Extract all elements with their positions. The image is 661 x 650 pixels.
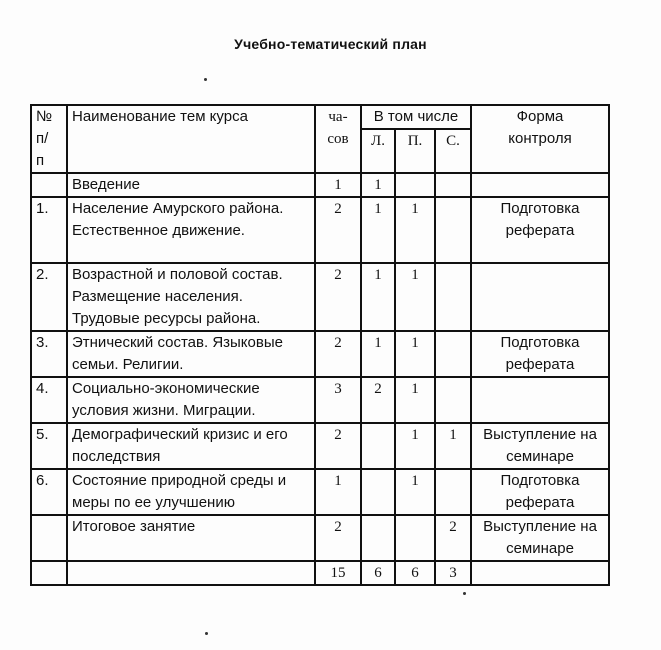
row-seminars: 2	[435, 515, 471, 561]
row-name: Социально-экономические условия жизни. Миграции.	[67, 377, 315, 423]
totals-practice: 6	[395, 561, 435, 585]
row-name: Этнический состав. Языковые семьи. Религии.	[67, 331, 315, 377]
row-practice: 1	[395, 469, 435, 515]
row-lectures: 1	[361, 197, 395, 263]
row-practice: 1	[395, 377, 435, 423]
row-hours: 1	[315, 469, 361, 515]
row-lectures	[361, 423, 395, 469]
row-num	[31, 515, 67, 561]
row-seminars	[435, 173, 471, 197]
totals-name	[67, 561, 315, 585]
row-seminars	[435, 331, 471, 377]
row-num: 2.	[31, 263, 67, 331]
totals-lectures: 6	[361, 561, 395, 585]
row-lectures	[361, 515, 395, 561]
header-num: № п/ п	[31, 105, 67, 173]
row-practice: 1	[395, 263, 435, 331]
table-row	[31, 331, 609, 377]
row-seminars	[435, 469, 471, 515]
row-hours: 2	[315, 515, 361, 561]
totals-num	[31, 561, 67, 585]
row-control: Подготовка реферата	[471, 469, 609, 515]
totals-hours: 15	[315, 561, 361, 585]
header-control: Форма контроля	[471, 105, 609, 173]
row-hours: 2	[315, 263, 361, 331]
row-hours: 1	[315, 173, 361, 197]
row-lectures: 1	[361, 331, 395, 377]
totals-seminars: 3	[435, 561, 471, 585]
row-name: Население Амурского района. Естественное движение.	[67, 197, 315, 263]
document-title: Учебно-тематический план	[234, 36, 427, 52]
speck-mark	[205, 632, 208, 635]
row-hours: 2	[315, 331, 361, 377]
row-control: Подготовка реферата	[471, 197, 609, 263]
row-seminars: 1	[435, 423, 471, 469]
row-practice	[395, 173, 435, 197]
speck-mark	[463, 592, 466, 595]
table-row	[31, 515, 609, 561]
header-name: Наименование тем курса	[67, 105, 315, 173]
row-num: 1.	[31, 197, 67, 263]
row-name: Итоговое занятие	[67, 515, 315, 561]
header-including: В том числе	[361, 105, 471, 129]
totals-row	[31, 561, 609, 585]
row-seminars	[435, 197, 471, 263]
row-lectures: 1	[361, 173, 395, 197]
table-row	[31, 263, 609, 331]
table-row	[31, 469, 609, 515]
row-num	[31, 173, 67, 197]
table-row	[31, 423, 609, 469]
row-name: Введение	[67, 173, 315, 197]
row-name: Демографический кризис и его последствия	[67, 423, 315, 469]
row-control: Подготовка реферата	[471, 331, 609, 377]
row-practice: 1	[395, 331, 435, 377]
totals-control	[471, 561, 609, 585]
row-num: 5.	[31, 423, 67, 469]
row-control: Выступление на семинаре	[471, 515, 609, 561]
row-control: Выступление на семинаре	[471, 423, 609, 469]
row-lectures: 2	[361, 377, 395, 423]
row-lectures	[361, 469, 395, 515]
row-lectures: 1	[361, 263, 395, 331]
table-row	[31, 197, 609, 263]
header-lectures: Л.	[361, 129, 395, 173]
row-num: 4.	[31, 377, 67, 423]
row-practice: 1	[395, 197, 435, 263]
row-hours: 2	[315, 197, 361, 263]
row-name: Состояние природной среды и меры по ее улучшению	[67, 469, 315, 515]
row-control	[471, 173, 609, 197]
speck-mark	[204, 78, 207, 81]
row-practice	[395, 515, 435, 561]
row-name: Возрастной и половой состав. Размещение населения. Трудовые ресурсы района.	[67, 263, 315, 331]
row-practice: 1	[395, 423, 435, 469]
row-hours: 2	[315, 423, 361, 469]
header-seminars: С.	[435, 129, 471, 173]
row-control	[471, 263, 609, 331]
row-seminars	[435, 263, 471, 331]
row-num: 6.	[31, 469, 67, 515]
table-row	[31, 377, 609, 423]
row-num: 3.	[31, 331, 67, 377]
row-seminars	[435, 377, 471, 423]
row-control	[471, 377, 609, 423]
thematic-plan-table	[30, 104, 610, 586]
header-hours: ча-сов	[315, 105, 361, 173]
header-practice: П.	[395, 129, 435, 173]
row-hours: 3	[315, 377, 361, 423]
table-row	[31, 173, 609, 197]
